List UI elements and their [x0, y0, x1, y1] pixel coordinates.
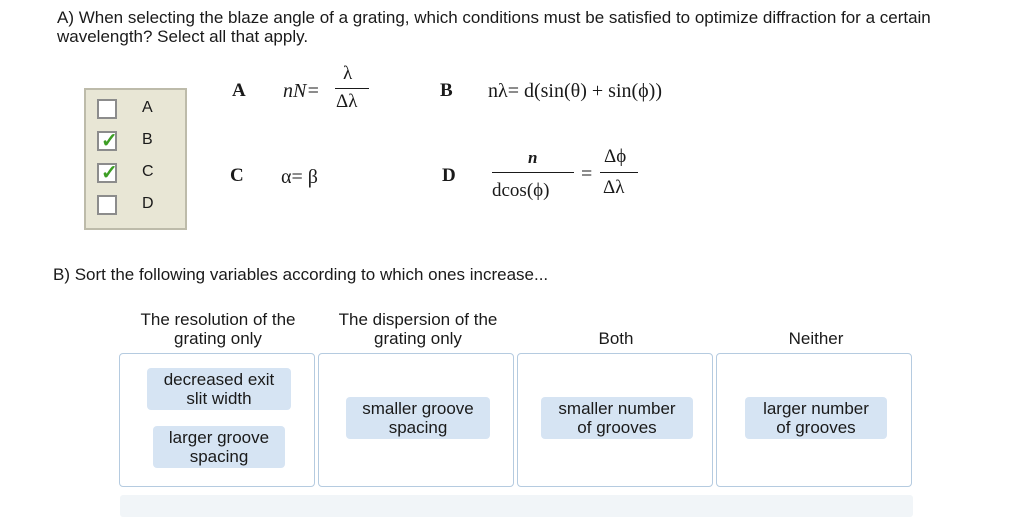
answer-checkbox-panel — [84, 88, 187, 230]
check-mark-icon: ✓ — [101, 130, 118, 152]
check-mark-icon: ✓ — [101, 162, 118, 184]
question-b-text: B) Sort the following variables according to which ones increase... — [53, 265, 549, 284]
bin-neither[interactable] — [716, 353, 912, 487]
formula-d-numerator-right: Δϕ — [604, 146, 627, 167]
formula-b-label: B — [440, 80, 453, 101]
formula-d-numerator: n — [528, 148, 538, 167]
checkbox-b[interactable] — [97, 131, 117, 151]
bin-heading-both: Both — [598, 329, 634, 348]
bin-resolution-only[interactable] — [119, 353, 315, 487]
draggable-item[interactable]: decreased exit slit width — [147, 368, 291, 410]
formula-a-fraction-bar — [335, 88, 369, 89]
draggable-item[interactable]: larger groove spacing — [153, 426, 285, 468]
formula-d-fraction-bar-right — [600, 172, 638, 173]
formula-a-lhs: nN= — [283, 80, 320, 102]
formula-d-equals: = — [581, 163, 593, 185]
option-d-label: D — [142, 195, 154, 212]
formula-c-expression: α= β — [281, 166, 318, 188]
formula-a-label: A — [232, 80, 246, 101]
checkbox-d[interactable] — [97, 195, 117, 215]
formula-b-expression: nλ= d(sin(θ) + sin(ϕ)) — [488, 80, 663, 102]
formula-d-denominator-right: Δλ — [603, 177, 625, 198]
bin-dispersion-only[interactable] — [318, 353, 514, 487]
checkbox-a[interactable] — [97, 99, 117, 119]
bin-both[interactable] — [517, 353, 713, 487]
draggable-item[interactable]: smaller number of grooves — [541, 397, 693, 439]
option-a-label: A — [142, 99, 153, 116]
option-c-label: C — [142, 163, 154, 180]
formula-d-fraction-bar-left — [492, 172, 574, 173]
bin-heading-dispersion: The dispersion of the grating only — [338, 310, 498, 348]
bin-heading-resolution: The resolution of the grating only — [140, 310, 296, 348]
unsorted-items-area[interactable] — [120, 495, 913, 517]
question-a-text: A) When selecting the blaze angle of a grating, which conditions must be satisfied to optimize diffraction for a certain wavelength? Select all that apply. — [57, 8, 931, 46]
draggable-item[interactable]: smaller groove spacing — [346, 397, 490, 439]
formula-c-label: C — [230, 165, 244, 186]
formula-a-denominator: Δλ — [336, 91, 358, 112]
draggable-item[interactable]: larger number of grooves — [745, 397, 887, 439]
option-b-label: B — [142, 131, 153, 148]
formula-a-numerator: λ — [343, 63, 353, 84]
bin-heading-neither: Neither — [788, 329, 844, 348]
formula-d-denominator: dcos(ϕ) — [492, 180, 550, 201]
checkbox-c[interactable] — [97, 163, 117, 183]
formula-d-label: D — [442, 165, 456, 186]
